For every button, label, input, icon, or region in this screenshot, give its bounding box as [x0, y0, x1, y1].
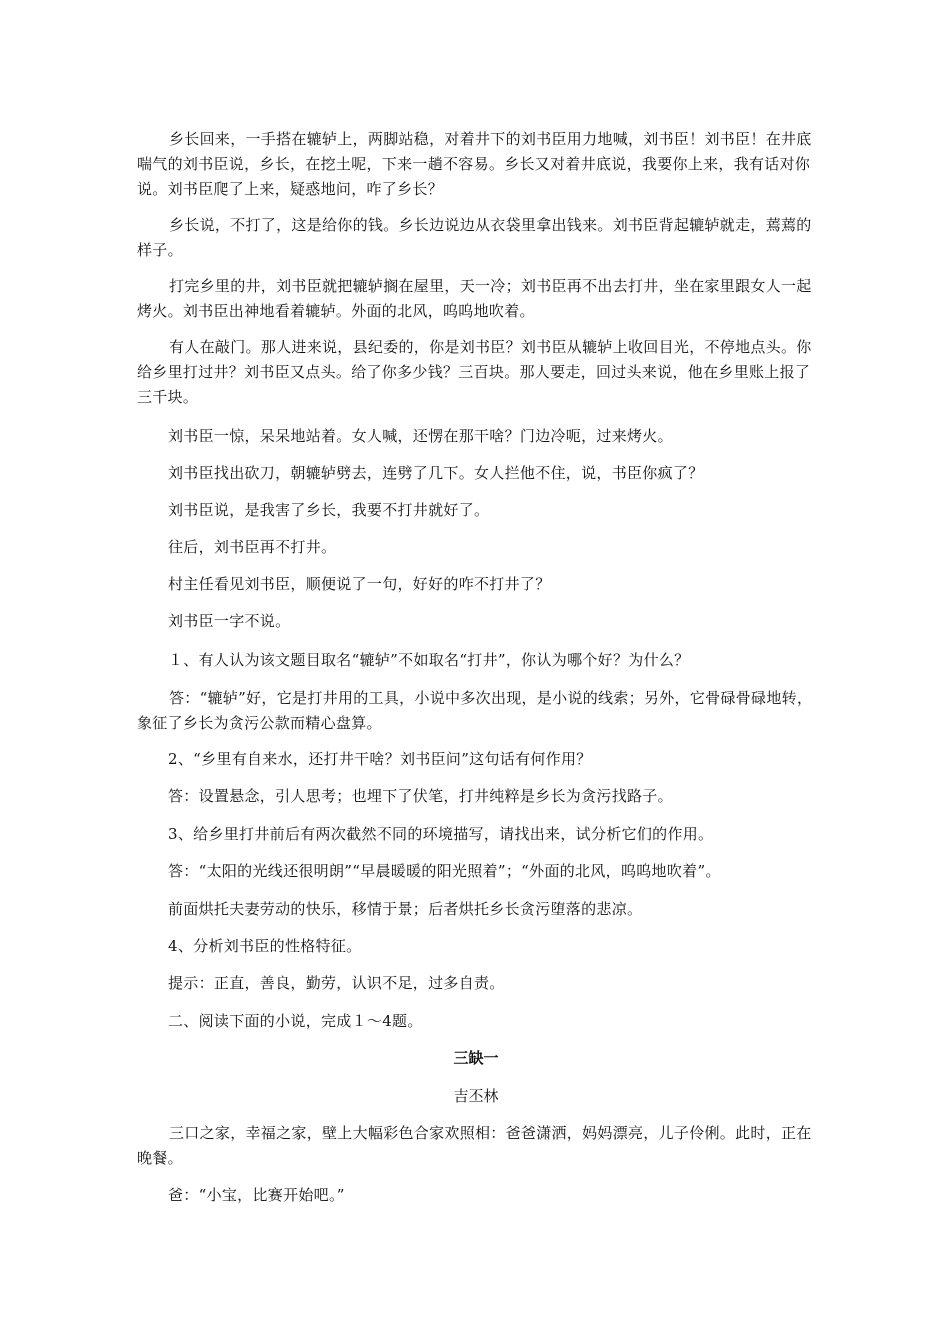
paragraph: 刘书臣说，是我害了乡长，我要不打井就好了。 [168, 501, 490, 519]
section-heading: 二、阅读下面的小说，完成１～4题。 [168, 1012, 423, 1030]
answer: 答：设置悬念，引人思考；也埋下了伏笔，打井纯粹是乡长为贪污找路子。 [168, 787, 673, 805]
paragraph: 村主任看见刘书臣，顺便说了一句，好好的咋不打井了？ [168, 575, 551, 593]
paragraph: 往后，刘书臣再不打井。 [168, 538, 337, 556]
answer: 答：“太阳的光线还很明朗”“早晨暖暖的阳光照着”；“外面的北风，呜呜地吹着”。 [168, 862, 721, 880]
paragraph: 爸：“小宝，比赛开始吧。” [168, 1186, 345, 1204]
story-author: 吉丕林 [453, 1087, 499, 1105]
paragraph: 三口之家，幸福之家，壁上大幅彩色合家欢照相：爸爸潇洒，妈妈漂亮，儿子伶俐。此时，正在晚餐。 [137, 1124, 812, 1167]
paragraph: 刘书臣一惊，呆呆地站着。女人喊，还愣在那干啥？门边冷呃，过来烤火。 [168, 427, 673, 445]
paragraph: 打完乡里的井，刘书臣就把辘轳搁在屋里，天一冷；刘书臣再不出去打井，坐在家里跟女人一起烤火。刘书臣出神地看着辘轳。外面的北风，呜呜地吹着。 [137, 277, 812, 320]
story-title: 三缺一 [453, 1049, 499, 1067]
paragraph: 有人在敲门。那人进来说，县纪委的，你是刘书臣？刘书臣从辘轳上收回目光，不停地点头。你给乡里打过井？刘书臣又点头。给了你多少钱？三百块。那人要走，回过头来说，他在乡里账上报了三千块。 [137, 338, 812, 406]
answer: 提示：正直，善良，勤劳，认识不足，过多自责。 [168, 974, 505, 992]
question: 2、“乡里有自来水，还打井干啥？刘书臣问”这句话有何作用？ [168, 750, 592, 768]
question: １、有人认为该文题目取名“辘轳”不如取名“打井”，你认为哪个好？为什么？ [168, 651, 690, 669]
answer: 前面烘托夫妻劳动的快乐，移情于景；后者烘托乡长贪污堕落的悲凉。 [168, 900, 643, 918]
paragraph: 刘书臣找出砍刀，朝辘轳劈去，连劈了几下。女人拦他不住，说，书臣你疯了？ [168, 464, 704, 482]
answer: 答：“辘轳”好，它是打井用的工具，小说中多次出现，是小说的线索；另外，它骨碌骨碌地转，象征了乡长为贪污公款而精心盘算。 [137, 689, 813, 732]
question: 4、分析刘书臣的性格特征。 [168, 937, 362, 955]
paragraph: 乡长说，不打了，这是给你的钱。乡长边说边从衣袋里拿出钱来。刘书臣背起辘轳就走，蔫蔫的样子。 [137, 216, 812, 259]
paragraph: 刘书臣一字不说。 [168, 612, 291, 630]
paragraph: 乡长回来，一手搭在辘轳上，两脚站稳，对着井下的刘书臣用力地喊，刘书臣！刘书臣！在井底喘气的刘书臣说，乡长，在挖土呢，下来一趟不容易。乡长又对着井底说，我要你上来，我有话对你说。刘书臣爬了上来，疑惑地问，咋了乡长？ [137, 130, 812, 198]
question: 3、给乡里打井前后有两次截然不同的环境描写，请找出来，试分析它们的作用。 [168, 825, 714, 843]
